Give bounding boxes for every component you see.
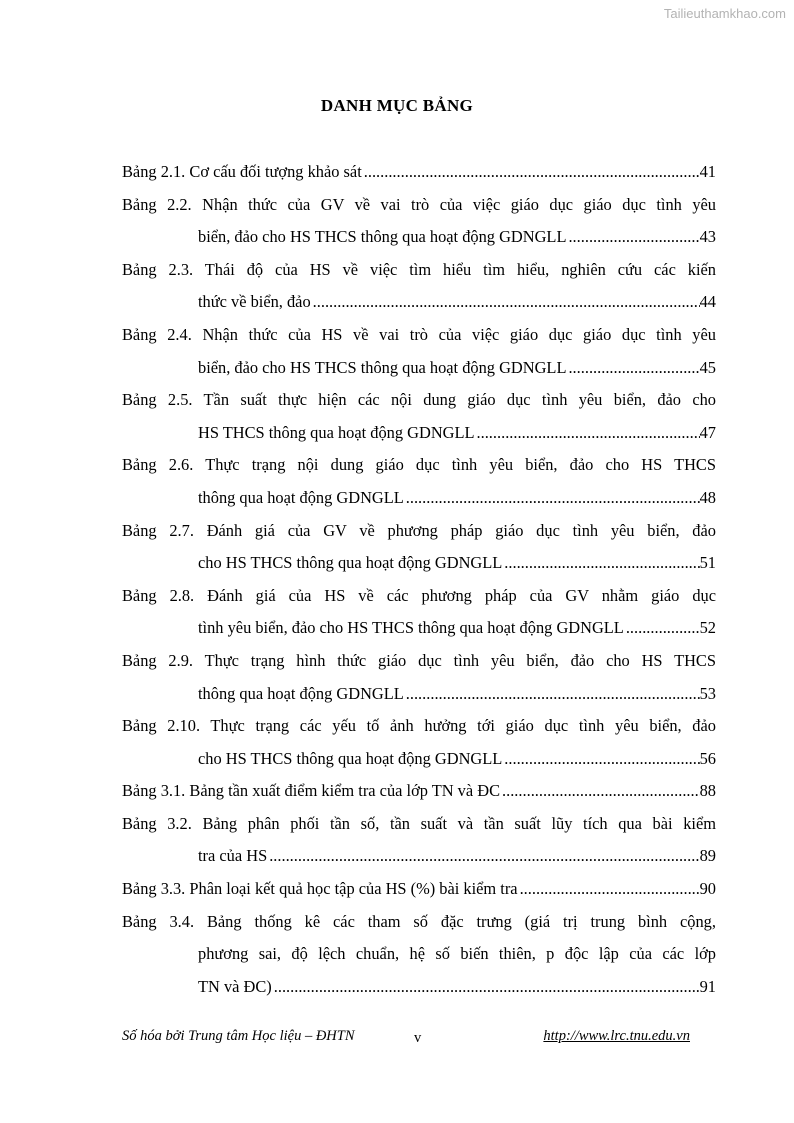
toc-entry-text: Bảng 2.3. Thái độ của HS về việc tìm hiểu tìm hiểu, nghiên cứu các kiến [122,259,716,279]
toc-entry[interactable] [122,254,716,319]
toc-entry[interactable] [122,808,716,873]
dot-leader [518,873,700,906]
toc-entry-text-continued: tra của HS [198,846,268,866]
footer-page-number: v [414,1030,422,1046]
toc-entry-text-continued: thông qua hoạt động GDNGLL [198,487,404,507]
dot-leader [624,612,700,645]
toc-entry-label: Bảng 2.1. [122,162,186,181]
dot-leader [500,775,700,808]
toc-entry-text: Bảng 3.3. Phân loại kết quả học tập của HS (%) bài kiểm tra [122,879,518,899]
dot-leader [267,840,699,873]
toc-entry[interactable] [122,384,716,449]
toc-entry-label: Bảng 2.8. [122,585,195,605]
toc-entry-text: Bảng 2.8. Đánh giá của HS về các phương pháp của GV nhằm giáo dục [122,585,716,605]
toc-entry-page: 90 [699,879,716,899]
dot-leader [502,743,699,776]
footer-link[interactable]: http://www.lrc.tnu.edu.vn [543,1028,690,1044]
dot-leader [404,482,700,515]
toc-entry[interactable] [122,580,716,645]
toc-entry-text-continued: HS THCS thông qua hoạt động GDNGLL [198,422,475,442]
toc-entry-text-continued: cho HS THCS thông qua hoạt động GDNGLL [198,553,503,573]
toc-entry-text: Bảng 2.7. Đánh giá của GV về phương pháp giáo dục tình yêu biển, đảo [122,520,716,540]
toc-entry-text: Bảng 2.4. Nhận thức của HS về vai trò của việc giáo dục giáo dục tình yêu [122,324,716,344]
toc-entry-page: 53 [699,683,716,703]
toc-entry-page: 56 [699,748,716,768]
toc-entry-label: Bảng 2.5. [122,390,193,410]
toc-entry-label: Bảng 2.4. [122,324,192,344]
dot-leader [272,971,700,1004]
toc-entry-text-continued: biển, đảo cho HS THCS thông qua hoạt động GDNGLL [198,357,567,377]
toc-entry-label: Bảng 3.2. [122,813,192,833]
toc-entry-page: 45 [699,357,716,377]
toc-entry[interactable] [122,189,716,254]
toc-entry-label: Bảng 2.9. [122,650,194,670]
toc-entry-page: 47 [699,422,716,442]
toc-entry-text-continued: tình yêu biển, đảo cho HS THCS thông qua hoạt động GDNGLL [198,618,624,638]
toc-entry-text: Bảng 3.4. Bảng thống kê các tham số đặc trưng (giá trị trung bình cộng, [122,911,716,931]
toc-entry[interactable] [122,645,716,710]
toc-entry-label: Bảng 2.3. [122,259,194,279]
dot-leader [475,417,700,450]
page-title: DANH MỤC BẢNG [320,96,474,115]
toc-entry-text-continued: TN và ĐC) [198,976,272,996]
toc-entry[interactable] [122,449,716,514]
toc-entry-text: Bảng 2.5. Tần suất thực hiện các nội dung giáo dục tình yêu biển, đảo cho [122,390,716,410]
toc-entry-text: Bảng 2.10. Thực trạng các yếu tố ảnh hưởng tới giáo dục tình yêu biển, đảo [122,716,716,736]
toc-entry-label: Bảng 2.6. [122,455,194,475]
toc-entry-page: 88 [699,781,716,801]
toc-entry-label: Bảng 2.10. [122,716,201,736]
toc-entry-label: Bảng 2.2. [122,194,192,214]
table-of-contents [122,156,716,1003]
toc-entry-page: 89 [699,846,716,866]
toc-entry-label: Bảng 3.3. [122,879,186,899]
toc-entry-label: Bảng 2.7. [122,520,194,540]
toc-entry-page: 41 [699,162,716,181]
toc-entry[interactable] [122,515,716,580]
toc-entry-page: 44 [699,292,716,312]
toc-entry[interactable] [122,156,716,189]
toc-entry-page: 48 [699,487,716,507]
dot-leader [566,221,699,254]
toc-entry-page: 91 [699,976,716,996]
dot-leader [566,352,699,385]
toc-entry-page: 51 [699,553,716,573]
dot-leader [311,286,700,319]
toc-entry[interactable] [122,710,716,775]
toc-entry-text: Bảng 2.2. Nhận thức của GV về vai trò của việc giáo dục giáo dục tình yêu [122,194,716,214]
toc-entry-text: Bảng 3.1. Bảng tần xuất điểm kiểm tra của lớp TN và ĐC [122,781,501,801]
toc-entry-text: Bảng 3.2. Bảng phân phối tần số, tần suất và tần suất lũy tích qua bài kiểm [122,813,716,833]
toc-entry-label: Bảng 3.1. [122,781,186,801]
toc-entry[interactable] [122,906,716,1004]
toc-entry-text-continued: cho HS THCS thông qua hoạt động GDNGLL [198,748,503,768]
toc-entry-text: Bảng 2.1. Cơ cấu đối tượng khảo sát [122,162,362,181]
toc-entry-label: Bảng 3.4. [122,911,195,931]
toc-entry-text-continued: thức về biển, đảo [198,292,311,312]
watermark: Tailieuthamkhao.com [663,6,786,21]
footer-source: Số hóa bởi Trung tâm Học liệu – ĐHTN [122,1028,355,1044]
toc-entry-text: Bảng 2.9. Thực trạng hình thức giáo dục tình yêu biển, đảo cho HS THCS [122,650,716,670]
toc-entry[interactable] [122,775,716,808]
toc-entry-text-continued: thông qua hoạt động GDNGLL [198,683,404,703]
dot-leader [362,156,700,189]
dot-leader [404,678,700,711]
toc-entry[interactable] [122,319,716,384]
dot-leader [502,547,699,580]
toc-entry-text: Bảng 2.6. Thực trạng nội dung giáo dục tình yêu biển, đảo cho HS THCS [122,455,716,475]
toc-entry-text-continued: biển, đảo cho HS THCS thông qua hoạt động GDNGLL [198,227,567,247]
toc-entry[interactable] [122,873,716,906]
toc-entry-page: 43 [699,227,716,247]
toc-entry-text: phương sai, độ lệch chuẩn, hệ số biến thiên, p độc lập của các lớp [198,944,716,964]
toc-entry-page: 52 [699,618,716,638]
